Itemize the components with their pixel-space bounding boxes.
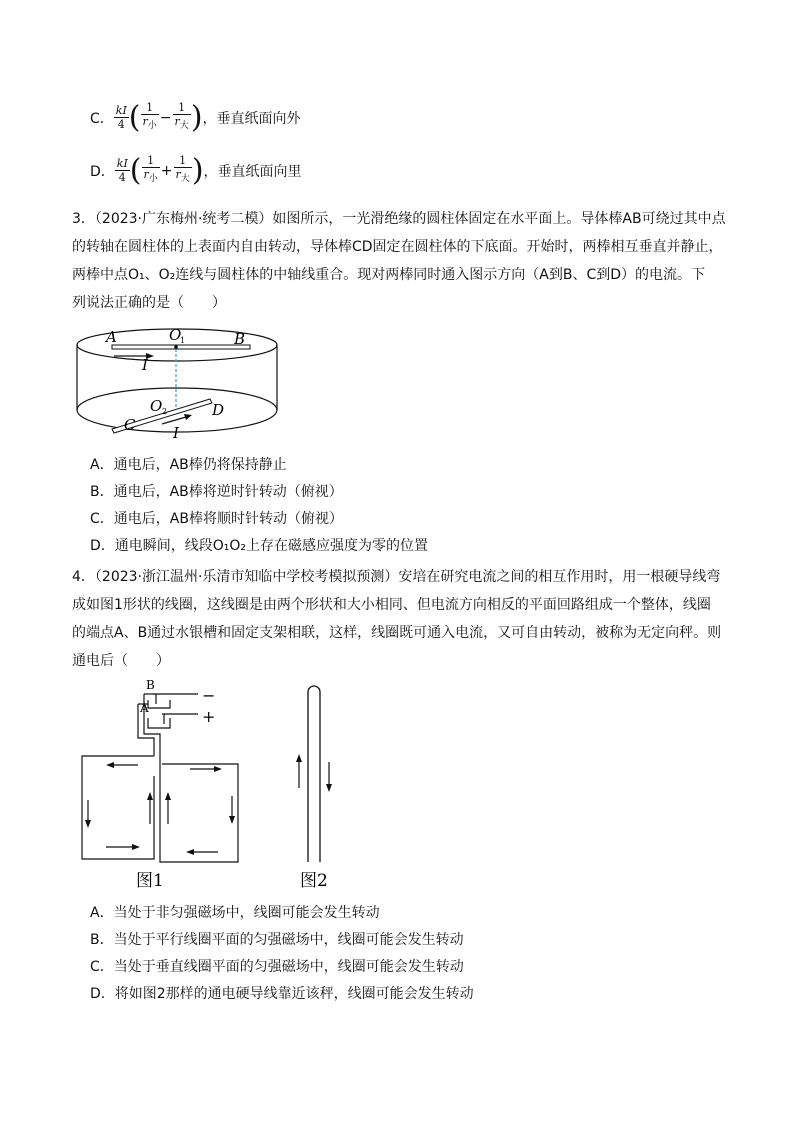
hairpin-wire (308, 686, 320, 862)
cylinder-bottom-back (77, 388, 277, 410)
option-prev-c[interactable] (90, 100, 301, 135)
option-text: ，垂直纸面向外 (202, 110, 301, 127)
arrowhead-fig2-up (296, 754, 302, 762)
stem-line: 两棒中点O₁、O₂连线与圆柱体的中轴线重合。现对两棒同时通入图示方向（A到B、C到D）的电流。下 (72, 267, 705, 283)
current-arrow-bottom (162, 417, 186, 424)
q3-option-c[interactable]: C．通电后，AB棒将顺时针转动（俯视） (90, 511, 343, 527)
stem-line: 3．（2023·广东梅州·统考二模）如图所示，一光滑绝缘的圆柱体固定在水平面上。导体棒AB可绕过其中点 (72, 211, 726, 227)
stem-line: 4．（2023·浙江温州·乐清市知临中学校考模拟预测）安培在研究电流之间的相互作用时，用一根硬导线弯 (72, 569, 721, 585)
rod-ab (112, 345, 250, 349)
stem-line: 列说法正确的是（ ） (72, 295, 226, 311)
label-o2-sub: 2 (162, 407, 168, 416)
cylinder-figure (72, 322, 292, 446)
arrowhead-fig2-down (326, 784, 332, 792)
label-d: D (212, 401, 225, 419)
option-letter: C． (90, 110, 114, 127)
q4-option-d[interactable]: D．将如图2那样的通电硬导线靠近该秤，线圈可能会发生转动 (90, 986, 474, 1002)
arrowhead-right-bottom (186, 849, 194, 855)
q4-option-a[interactable]: A．当处于非匀强磁场中，线圈可能会发生转动 (90, 905, 380, 921)
current-arrowhead-bottom (184, 414, 192, 420)
o1-point (174, 345, 178, 349)
option-prev-d[interactable] (90, 153, 302, 188)
fraction-1-r-big: $\frac{1}{r_大}$ (174, 101, 189, 132)
label-o2: O (150, 397, 163, 415)
mercury-cup-a (148, 718, 170, 728)
q4-option-b[interactable]: B．当处于平行线圈平面的匀强磁场中，线圈可能会发生转动 (90, 932, 464, 948)
operator: + (160, 162, 173, 179)
arrowhead-left-bottom (132, 844, 140, 850)
arrowhead-right-inner (165, 792, 171, 800)
arrowhead-right-side (229, 816, 235, 824)
stem-line: 通电后（ ） (72, 653, 170, 669)
label-minus: − (202, 686, 216, 705)
mercury-cup-b (148, 700, 170, 708)
fraction-ki-4: $\frac{kI}{4}$ (116, 157, 128, 184)
right-loop (160, 756, 238, 862)
stem-line: 的转轴在圆柱体的上表面内自由转动，导体棒CD固定在圆柱体的下底面。开始时，两棒相互垂直并静止， (72, 239, 723, 255)
label-a: A (140, 701, 149, 715)
option-text: ，垂直纸面向里 (203, 163, 302, 180)
right-paren: ) (191, 153, 204, 188)
arrowhead-left-inner (147, 792, 153, 800)
fraction-1-r-small: $\frac{1}{r_小}$ (142, 101, 157, 132)
question-3-options (90, 452, 428, 560)
option-letter: D． (90, 163, 115, 180)
caption-fig1: 图1 (136, 871, 164, 891)
left-paren: ( (129, 153, 142, 188)
label-o1-sub: 1 (180, 336, 186, 345)
left-loop (82, 756, 154, 859)
label-a: A (106, 328, 117, 346)
label-o1: O (169, 326, 182, 344)
q3-option-d[interactable]: D．通电瞬间，线段O₁O₂上存在磁感应强度为零的位置 (90, 538, 429, 554)
label-b: B (146, 678, 155, 692)
right-paren: ) (190, 100, 203, 135)
label-c: C (124, 416, 136, 434)
operator: − (159, 109, 172, 126)
question-3-stem (72, 205, 732, 317)
left-paren: ( (128, 100, 141, 135)
question-4-stem (72, 563, 732, 675)
q3-option-b[interactable]: B．通电后，AB棒将逆时针转动（俯视） (90, 484, 343, 500)
arrowhead-right-top (214, 766, 222, 772)
fraction-1-r-small: $\frac{1}{r_小}$ (143, 154, 158, 185)
label-i-bottom: I (173, 424, 179, 442)
arrowhead-left-side (85, 820, 91, 828)
question-4-options (90, 900, 474, 1008)
stem-line: 的端点A、B通过水银槽和固定支架相联，这样，线圈既可通入电流，又可自由转动，被称为无定向秤。则 (72, 625, 722, 641)
q3-option-a[interactable]: A．通电后，AB棒仍将保持静止 (90, 457, 287, 473)
stem-line: 成如图1形状的线圈，这线圈是由两个形状和大小相同、但电流方向相反的平面回路组成一个整体，线圈 (72, 597, 711, 613)
label-b: B (234, 330, 246, 348)
fraction-ki-4: $\frac{kI}{4}$ (115, 104, 127, 131)
label-i-top: I (142, 356, 148, 374)
label-plus: + (202, 707, 216, 726)
caption-fig2: 图2 (300, 871, 328, 891)
q4-option-c[interactable]: C．当处于垂直线圈平面的匀强磁场中，线圈可能会发生转动 (90, 959, 464, 975)
coil-figures (78, 676, 368, 894)
arrowhead-left-top (106, 762, 114, 768)
fraction-1-r-big: $\frac{1}{r_大}$ (175, 154, 190, 185)
